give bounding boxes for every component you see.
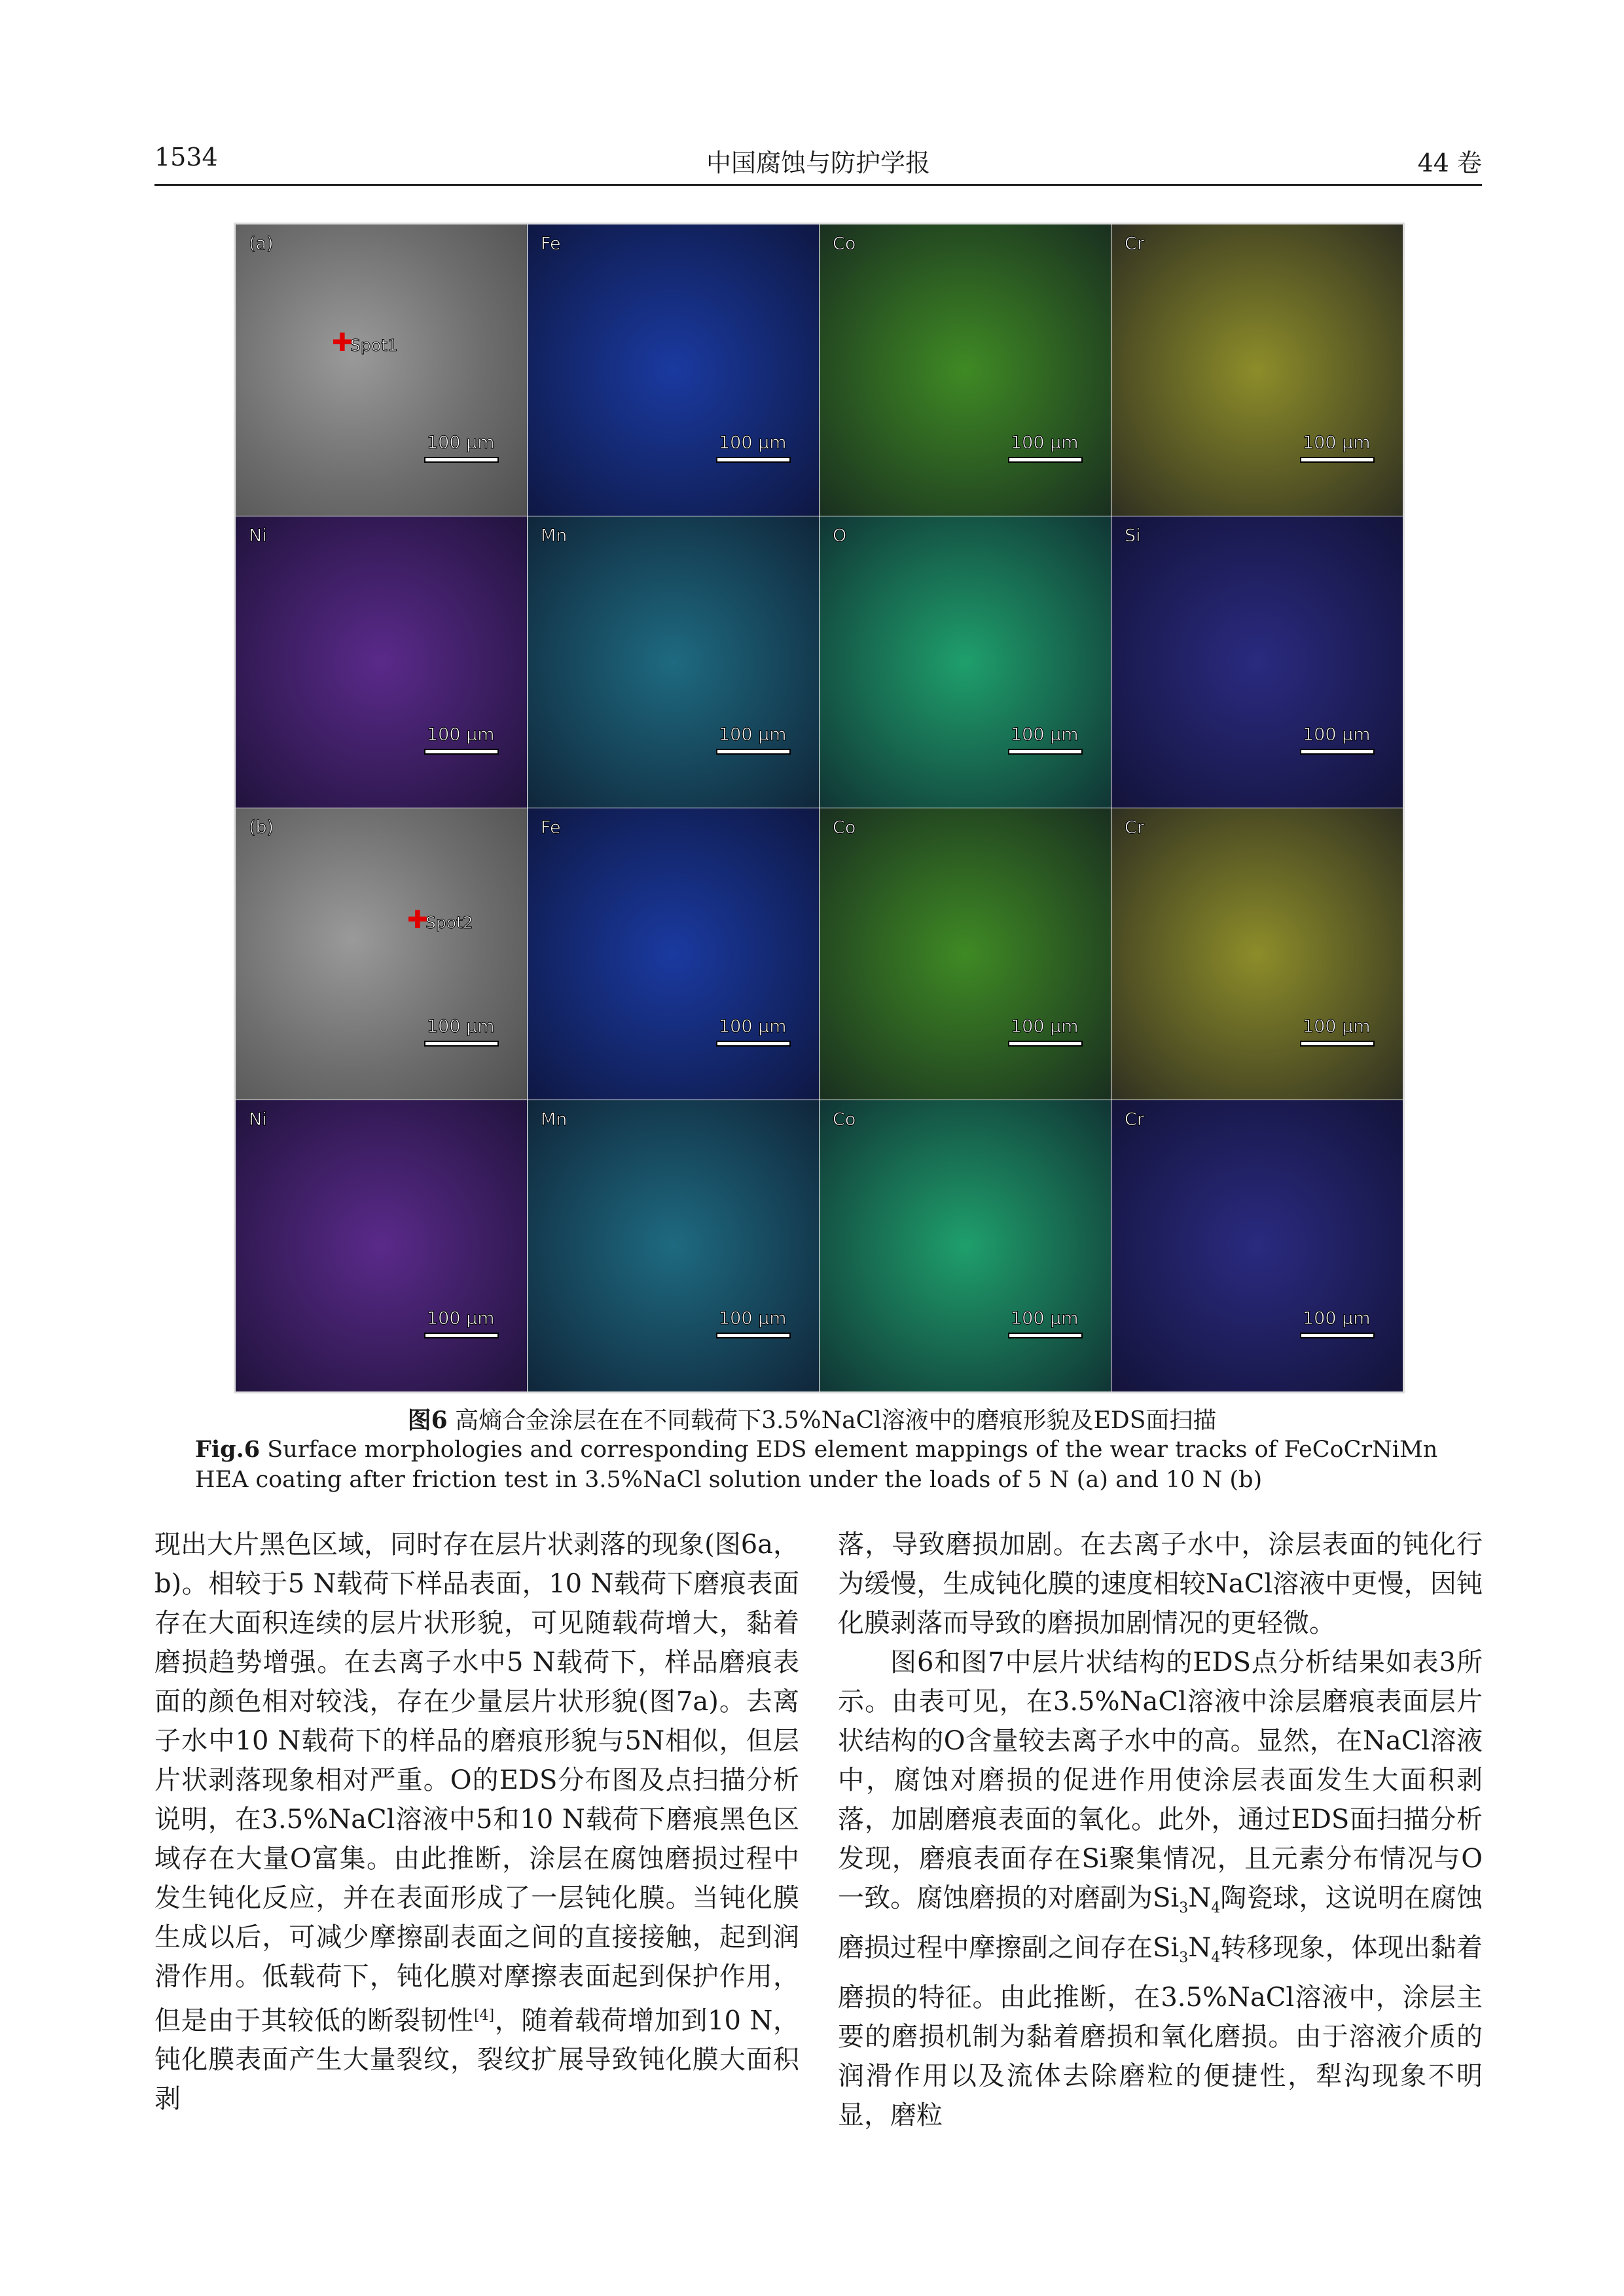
spot-label: Spot2 [425, 913, 473, 932]
scale-bar [425, 458, 497, 461]
figure-6 [234, 223, 1405, 1393]
subscript: 4 [1211, 1950, 1221, 1966]
figure-panel [1111, 1100, 1403, 1391]
scale-bar [425, 750, 497, 753]
scale-label: 100 μm [1011, 725, 1079, 745]
page-number: 1534 [154, 143, 218, 171]
panel-label: O [833, 526, 847, 546]
panel-label: (b) [249, 817, 274, 838]
panel-label: Co [833, 1109, 856, 1130]
figure-panel [1111, 224, 1403, 516]
panel-label: Cr [1125, 817, 1144, 838]
panel-label: Mn [541, 526, 568, 546]
right-paragraph-2 [838, 1643, 1483, 2135]
caption-cn-prefix: 图6 [407, 1407, 448, 1434]
scale-label: 100 μm [427, 725, 495, 745]
scale-label: 100 μm [719, 433, 787, 453]
scale-bar [425, 1334, 497, 1337]
crosshair-icon: ✚ [407, 905, 428, 934]
spot-marker [332, 328, 398, 357]
scale-bar [717, 458, 789, 461]
scale-label: 100 μm [427, 1308, 495, 1329]
caption-en-prefix: Fig.6 [195, 1436, 261, 1463]
journal-title: 中国腐蚀与防护学报 [706, 149, 930, 177]
panel-label: Cr [1125, 234, 1144, 254]
right-text-3: 转移现象，体现出黏着磨损的特征。由此推断，在3.5%NaCl溶液中，涂层主要的磨损机制为黏着磨损和氧化磨损。由于溶液介质的润滑作用以及流体去除磨粒的便捷性，犁沟现象不明显，磨粒 [838, 1933, 1483, 2130]
panel-label: (a) [249, 234, 274, 254]
formula-n: N [1188, 1883, 1212, 1913]
spot-label: Spot1 [350, 336, 398, 355]
scale-label: 100 μm [719, 1308, 787, 1329]
subscript: 3 [1179, 1950, 1189, 1966]
caption-en-text: Surface morphologies and corresponding EDS element mappings of the wear tracks of FeCoCrNiMn HEA coating after friction test in 3.5%NaCl solution under the loads of 5 N (a) and 10 N (b) [195, 1437, 1438, 1493]
panel-label: Mn [541, 1109, 568, 1130]
right-text-2: 陶瓷球，这说明在腐蚀磨损过程中摩擦副之间存在Si [838, 1883, 1483, 1963]
figure-panel [1111, 808, 1403, 1100]
figure-panel [1111, 516, 1403, 808]
panel-label: Fe [541, 817, 561, 838]
panel-label: Co [833, 817, 856, 838]
scale-bar [1009, 750, 1081, 753]
formula-n: N [1188, 1933, 1212, 1963]
right-text-1: 图6和图7中层片状结构的EDS点分析结果如表3所示。由表可见，在3.5%NaCl溶液中涂层磨痕表面层片状结构的O含量较去离子水中的高。显然，在NaCl溶液中，腐蚀对磨损的促进作用使涂层表面发生大面积剥落，加剧磨痕表面的氧化。此外，通过EDS面扫描分析发现，磨痕表面存在Si聚集情况，且元素分布情况与O一致。腐蚀磨损的对磨副为Si [838, 1647, 1483, 1913]
scale-bar [1301, 750, 1373, 753]
left-paragraph [154, 1525, 799, 2119]
scale-bar [1009, 1334, 1081, 1337]
scale-bar [1301, 1334, 1373, 1337]
scale-bar [1009, 1042, 1081, 1045]
scale-label: 100 μm [1303, 1308, 1371, 1329]
panel-label: Co [833, 234, 856, 254]
figure-panel [528, 808, 819, 1100]
scale-label: 100 μm [1011, 433, 1079, 453]
scale-bar [717, 1042, 789, 1045]
scale-label: 100 μm [719, 725, 787, 745]
right-column [838, 1525, 1483, 2135]
figure-panel [820, 808, 1111, 1100]
running-header [154, 143, 1482, 182]
figure-panel [236, 808, 527, 1100]
spot-marker [407, 905, 473, 934]
scale-label: 100 μm [1011, 1016, 1079, 1037]
figure-panel [820, 516, 1111, 808]
scale-label: 100 μm [1303, 433, 1371, 453]
scale-bar [717, 1334, 789, 1337]
left-column [154, 1525, 799, 2119]
scale-bar [1009, 458, 1081, 461]
header-rule [154, 184, 1482, 186]
scale-label: 100 μm [427, 1016, 495, 1037]
panel-label: Cr [1125, 1109, 1144, 1130]
caption-cn-text: 高熵合金涂层在在不同载荷下3.5%NaCl溶液中的磨痕形貌及EDS面扫描 [455, 1407, 1217, 1434]
volume-number: 44 卷 [1417, 149, 1482, 177]
citation-ref: [4] [473, 2007, 495, 2024]
figure-caption-cn [0, 1402, 1624, 1435]
scale-label: 100 μm [427, 433, 495, 453]
scale-label: 100 μm [1011, 1308, 1079, 1329]
crosshair-icon: ✚ [332, 328, 353, 357]
subscript: 4 [1211, 1900, 1221, 1916]
subscript: 3 [1179, 1900, 1189, 1916]
figure-panel [528, 224, 819, 516]
scale-bar [425, 1042, 497, 1045]
figure-caption-en [195, 1435, 1458, 1495]
figure-panel [820, 224, 1111, 516]
scale-label: 100 μm [719, 1016, 787, 1037]
left-text-1: 现出大片黑色区域，同时存在层片状剥落的现象(图6a，b)。相较于5 N载荷下样品表面，10 N载荷下磨痕表面存在大面积连续的层片状形貌，可见随载荷增大，黏着磨损趋势增强。在去离子水中5 N载荷下，样品磨痕表面的颜色相对较浅，存在少量层片状形貌(图7a)。去离子水中10 N载荷下的样品的磨痕形貌与5N相似，但层片状剥落现象相对严重。O的EDS分布图及点扫描分析说明，在3.5%NaCl溶液中5和10 N载荷下磨痕黑色区域存在大量O富集。由此推断，涂层在腐蚀磨损过程中发生钝化反应，并在表面形成了一层钝化膜。当钝化膜生成以后，可减少摩擦副表面之间的直接接触，起到润滑作用。低载荷下，钝化膜对摩擦表面起到保护作用，但是由于其较低的断裂韧性 [154, 1530, 799, 2036]
figure-panel [236, 1100, 527, 1391]
figure-panel [528, 1100, 819, 1391]
figure-panel [820, 1100, 1111, 1391]
panel-label: Si [1125, 526, 1141, 546]
scale-bar [1301, 1042, 1373, 1045]
scale-label: 100 μm [1303, 725, 1371, 745]
figure-panel [236, 516, 527, 808]
panel-label: Ni [249, 526, 267, 546]
panel-label: Fe [541, 234, 561, 254]
figure-panel [236, 224, 527, 516]
right-paragraph-1: 落，导致磨损加剧。在去离子水中，涂层表面的钝化行为缓慢，生成钝化膜的速度相较NaCl溶液中更慢，因钝化膜剥落而导致的磨损加剧情况的更轻微。 [838, 1530, 1483, 1638]
left-text-2: ，随着载荷增加到10 N，钝化膜表面产生大量裂纹，裂纹扩展导致钝化膜大面积剥 [154, 2005, 799, 2115]
figure-panel [528, 516, 819, 808]
panel-label: Ni [249, 1109, 267, 1130]
scale-bar [1301, 458, 1373, 461]
scale-bar [717, 750, 789, 753]
scale-label: 100 μm [1303, 1016, 1371, 1037]
